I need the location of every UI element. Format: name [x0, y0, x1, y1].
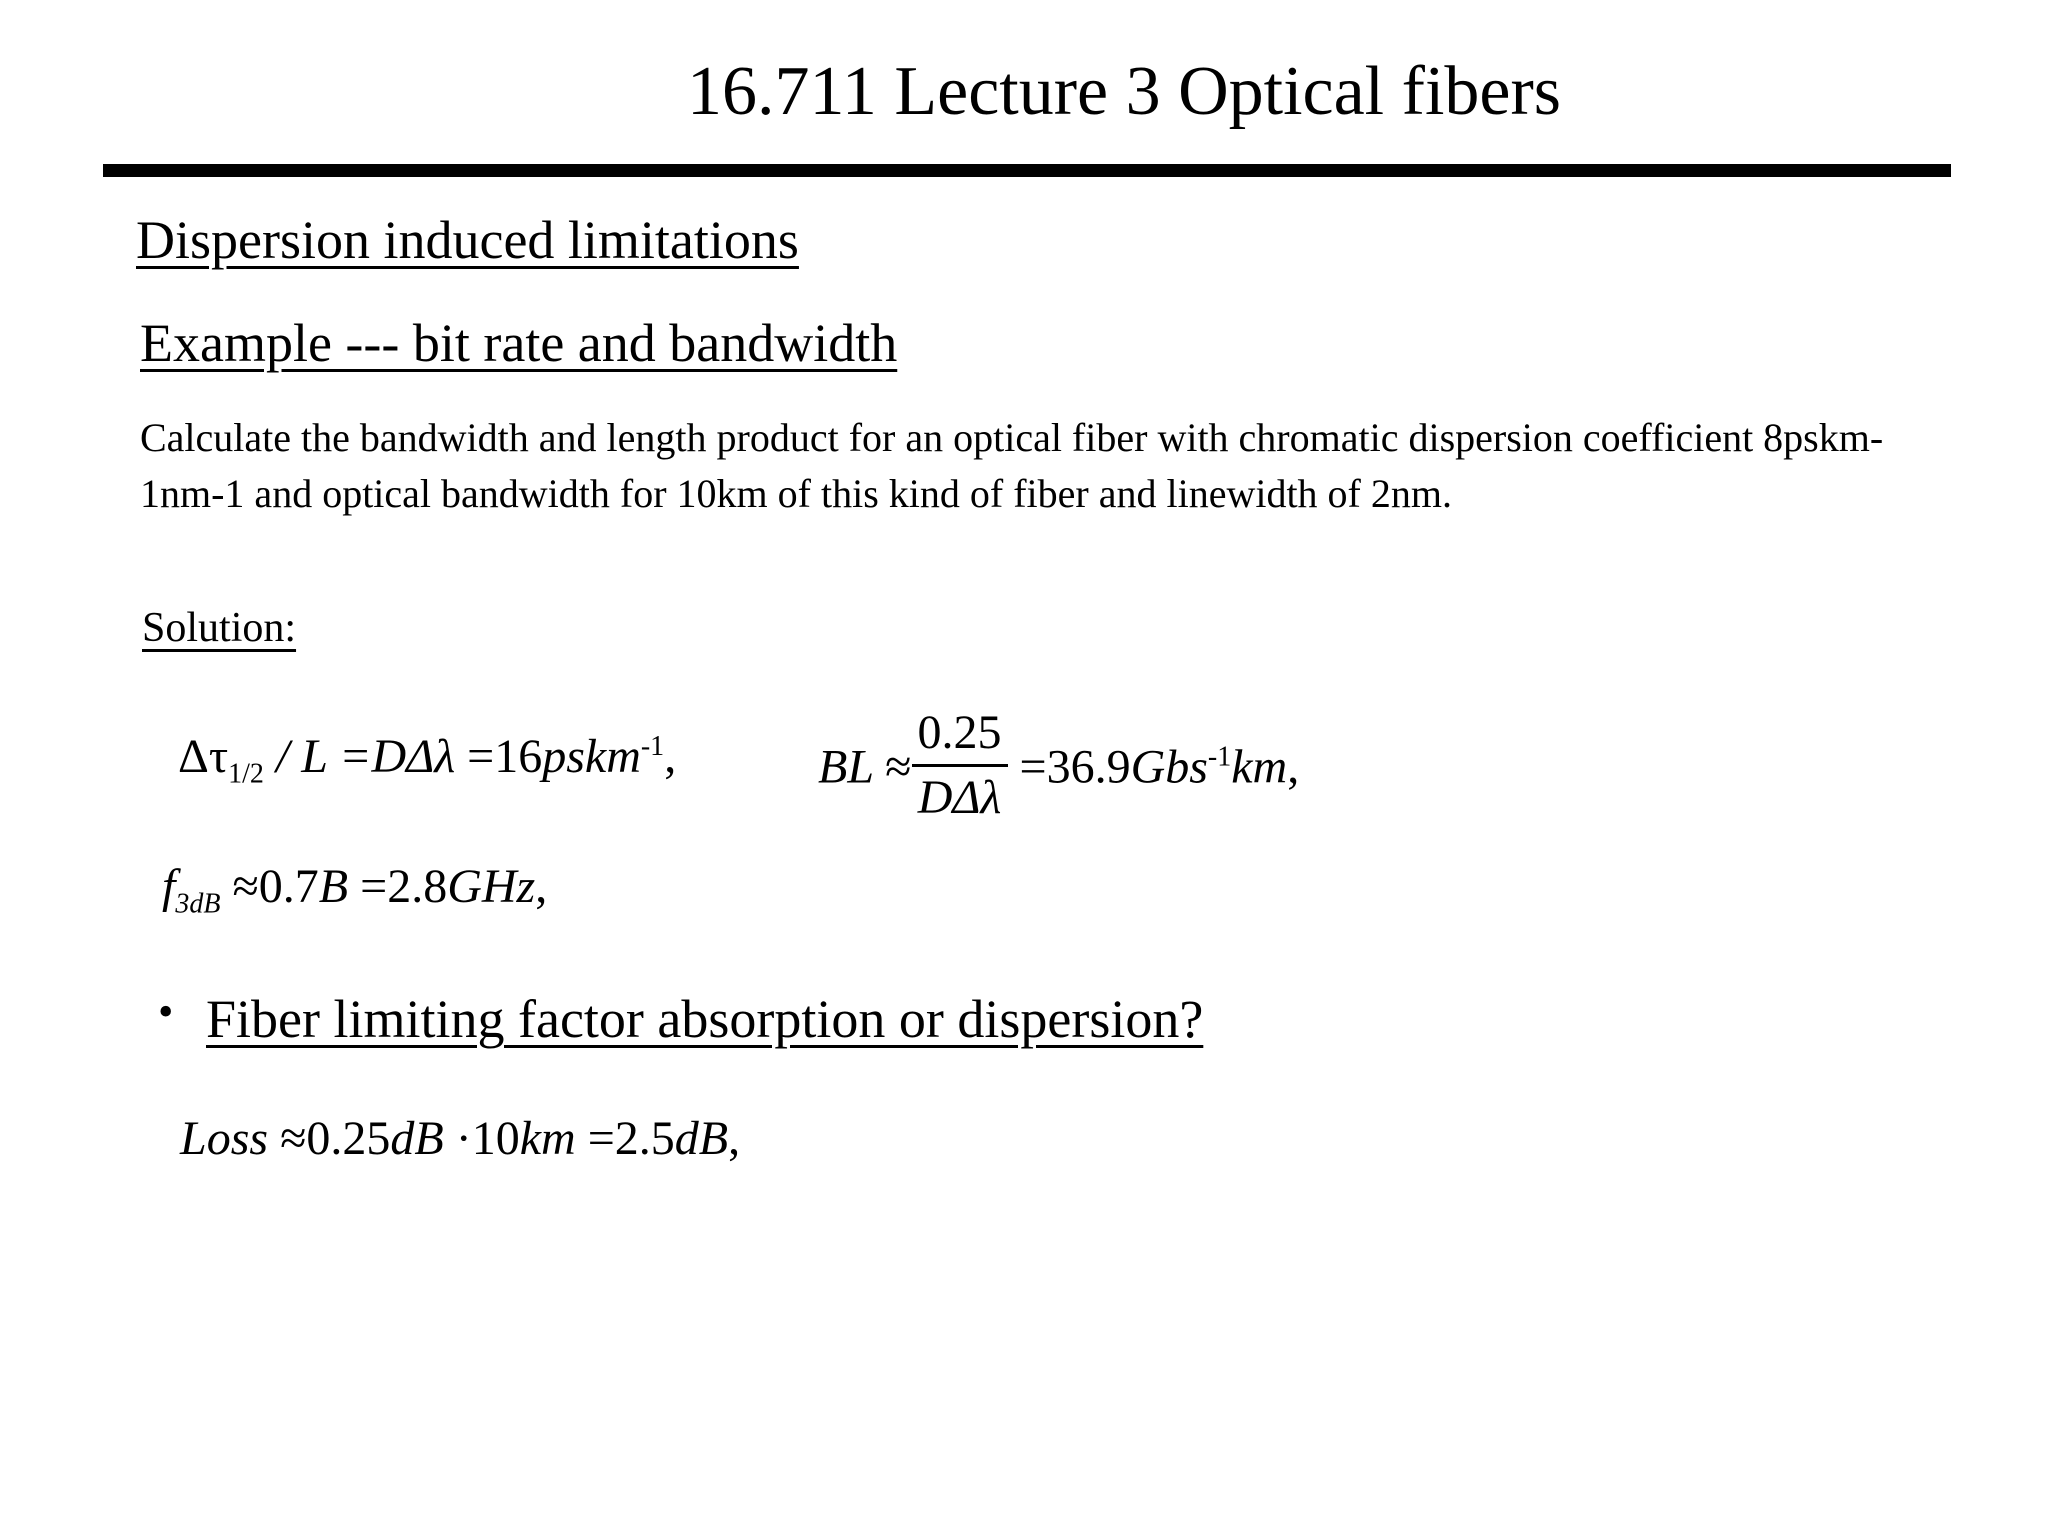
tau-subscript: 1/2 — [228, 758, 264, 790]
lhs: BL — [818, 740, 886, 794]
unit: GHz — [447, 860, 536, 913]
unit: pskm — [542, 730, 641, 783]
bullet-icon: • — [158, 987, 174, 1036]
comma: , — [728, 1112, 741, 1165]
unit: Gbs — [1130, 740, 1208, 794]
over-length: / L — [263, 730, 340, 783]
equation-pulse-broadening — [178, 712, 676, 810]
comma: , — [664, 730, 677, 783]
unit2: km — [1231, 740, 1288, 794]
f-symbol: f — [162, 860, 176, 913]
approx-value: ≈0.25 — [268, 1112, 391, 1165]
section-heading: Dispersion induced limitations — [136, 210, 799, 270]
comma: , — [1287, 740, 1300, 794]
denominator: DΔλ — [917, 771, 1002, 824]
equation-loss — [180, 1104, 740, 1174]
loss-symbol: Loss — [180, 1112, 269, 1165]
equation-3db-bandwidth — [162, 852, 547, 940]
limiting-factor-question: Fiber limiting factor absorption or dispersion? — [206, 989, 1204, 1049]
value: =36.9 — [1007, 740, 1131, 794]
unit-db-result: dB — [674, 1112, 729, 1165]
solution-label: Solution: — [142, 605, 297, 651]
example-heading: Example --- bit rate and bandwidth — [140, 313, 898, 373]
numerator: 0.25 — [912, 706, 1008, 767]
unit-km: km — [519, 1112, 576, 1165]
fraction — [912, 706, 1008, 825]
delta-tau: Δτ — [178, 730, 229, 783]
equation-bitrate-length — [818, 706, 1300, 831]
problem-statement: Calculate the bandwidth and length product for an optical fiber with chromatic dispersion coefficient 8pskm-1nm-1 and optical bandwidth for 10km of this kind of fiber and linewidth of 2nm. — [140, 415, 1884, 516]
approx-sign: ≈ — [885, 740, 912, 794]
approx-value: ≈0.7 — [220, 860, 319, 913]
value: =2.8 — [348, 860, 448, 913]
title-divider — [103, 164, 1951, 177]
slide-title: 16.711 Lecture 3 Optical fibers — [686, 53, 1562, 130]
unit-exponent: -1 — [1207, 741, 1232, 773]
f-subscript: 3dB — [175, 888, 221, 920]
b-symbol: B — [318, 860, 349, 913]
unit-exponent: -1 — [640, 731, 665, 762]
dispersion-product: =DΔλ — [339, 730, 468, 783]
comma: , — [535, 860, 548, 913]
value: =2.5 — [575, 1112, 675, 1165]
unit-db: dB — [390, 1112, 444, 1165]
value: =16 — [467, 730, 543, 783]
times-length: ·10 — [443, 1112, 520, 1165]
